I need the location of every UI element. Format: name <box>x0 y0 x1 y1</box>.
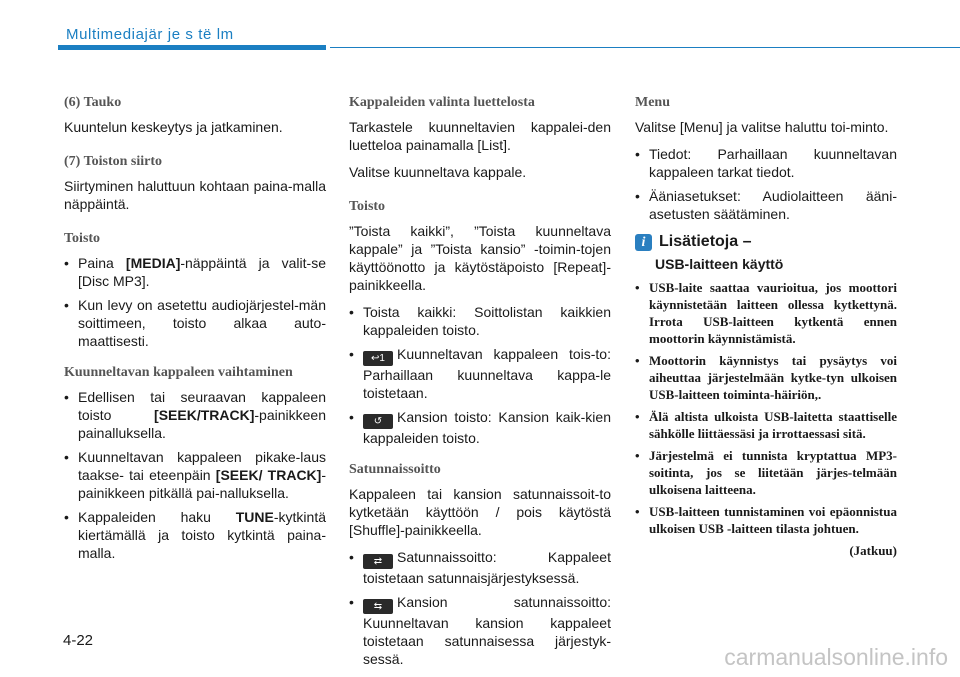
page-number: 4-22 <box>63 632 94 649</box>
heading-toisto: Toisto <box>64 231 101 246</box>
bullet-seek: • Edellisen tai seuraavan kappaleen toisto [SEEK/TRACK]-painikkeen painalluksella. <box>64 388 326 442</box>
bullet-repeat-folder: • ↺ Kansion toisto: Kansion kaik-kien kappaleiden toisto. <box>349 408 611 447</box>
repeat-folder-icon: ↺ <box>363 414 393 429</box>
bullet-aaniasetukset: • Ääniasetukset: Audiolaitteen ääni-asetusten säätäminen. <box>635 187 897 223</box>
repeat-one-icon: ↩1 <box>363 351 393 366</box>
info-item: • Järjestelmä ei tunnista kryptattua MP3-soitinta, jos se liitetään järjes-telmään ulkoisena laitteena. <box>635 447 897 498</box>
bullet-repeat-all: • Toista kaikki: Soittolistan kaikkien kappaleiden toisto. <box>349 303 611 339</box>
bullet-tiedot: • Tiedot: Parhaillaan kuunneltavan kappaleen tarkat tiedot. <box>635 145 897 181</box>
info-subtitle: USB-laitteen käyttö <box>655 256 784 272</box>
info-item: • USB-laite saattaa vaurioitua, jos moottori käynnistetään laitteen ollessa kytkettynä. Irrota USB-laitteen kytkentä ennen moottorin käynnistämistä. <box>635 279 897 347</box>
para-list-2: Valitse kuunneltava kappale. <box>349 164 527 180</box>
shuffle-icon: ⇄ <box>363 554 393 569</box>
info-title: Lisätietoja – <box>659 233 752 250</box>
para-repeat: ”Toista kaikki”, ”Toista kuunneltava kappale” ja ”Toista kansio” -toimin-tojen käyttöönotto ja käytöstäpoisto [Repeat]-painikkeella. <box>349 223 611 293</box>
heading-vaihtaminen: Kuunneltavan kappaleen vaihtaminen <box>64 365 293 380</box>
heading-toiston-siirto: (7) Toiston siirto <box>64 154 163 169</box>
bullet-shuffle: • ⇄ Satunnaissoitto: Kappaleet toistetaan satunnaisjärjestyksessä. <box>349 548 611 587</box>
para-shuffle: Kappaleen tai kansion satunnaissoit-to kytketään käyttöön / pois käytöstä [Shuffle]-painikkeella. <box>349 486 611 538</box>
para-toiston-siirto: Siirtyminen haluttuun kohtaan paina-malla näppäintä. <box>64 178 326 212</box>
info-header <box>635 233 897 255</box>
info-item: • USB-laitteen tunnistaminen voi epäonnistua ulkoisen USB -laitteen tilasta johtuen. <box>635 503 897 537</box>
bullet-shuffle-folder: • ⇆ Kansion satunnaissoitto: Kuunneltavan kansion kappaleet toistetaan satunnaisessa järjestyk-sessä. <box>349 593 611 668</box>
bullet-autoplay: • Kun levy on asetettu audiojärjestel-män soittimeen, toisto alkaa auto-maattisesti. <box>64 296 326 350</box>
column-3 <box>635 94 897 560</box>
heading-shuffle: Satunnaissoitto <box>349 462 441 477</box>
bullet-media: • Paina [MEDIA]-näppäintä ja valit-se [Disc MP3]. <box>64 254 326 290</box>
bullet-fast-seek: • Kuunneltavan kappaleen pikake-laus taakse- tai eteenpäin [SEEK/ TRACK]-painikkeen pitkällä pai-nalluksella. <box>64 448 326 502</box>
bullet-repeat-one: • ↩1 Kuunneltavan kappaleen tois-to: Parhaillaan kuunneltava kappa-le toistetaan. <box>349 345 611 402</box>
info-item: • Moottorin käynnistys tai pysäytys voi aiheuttaa järjestelmään kytke-tyn ulkoisen USB-laitteen toiminta-häiriön,. <box>635 352 897 403</box>
para-menu: Valitse [Menu] ja valitse haluttu toi-minto. <box>635 119 889 135</box>
bullet-tune: • Kappaleiden haku TUNE-kytkintä kiertämällä ja toisto kytkintä paina-malla. <box>64 508 326 562</box>
continues-note: (Jatkuu) <box>849 543 897 558</box>
watermark: carmanualsonline.info <box>724 644 948 670</box>
heading-list: Kappaleiden valinta luettelosta <box>349 95 535 110</box>
heading-menu: Menu <box>635 95 670 110</box>
column-2 <box>349 94 611 674</box>
para-list-1: Tarkastele kuunneltavien kappalei-den luetteloa painamalla [List]. <box>349 119 611 153</box>
header-rule <box>330 47 960 48</box>
section-title: Multimediajär je s tё lm <box>66 26 234 43</box>
shuffle-folder-icon: ⇆ <box>363 599 393 614</box>
para-tauko: Kuuntelun keskeytys ja jatkaminen. <box>64 119 283 135</box>
header-accent-bar <box>58 45 326 50</box>
heading-tauko: (6) Tauko <box>64 95 122 110</box>
info-icon: i <box>635 234 652 251</box>
column-1 <box>64 94 326 568</box>
heading-repeat: Toisto <box>349 199 386 214</box>
info-item: • Älä altista ulkoista USB-laitetta staattiselle sähkölle liittäessäsi ja irrottaessasi sitä. <box>635 408 897 442</box>
